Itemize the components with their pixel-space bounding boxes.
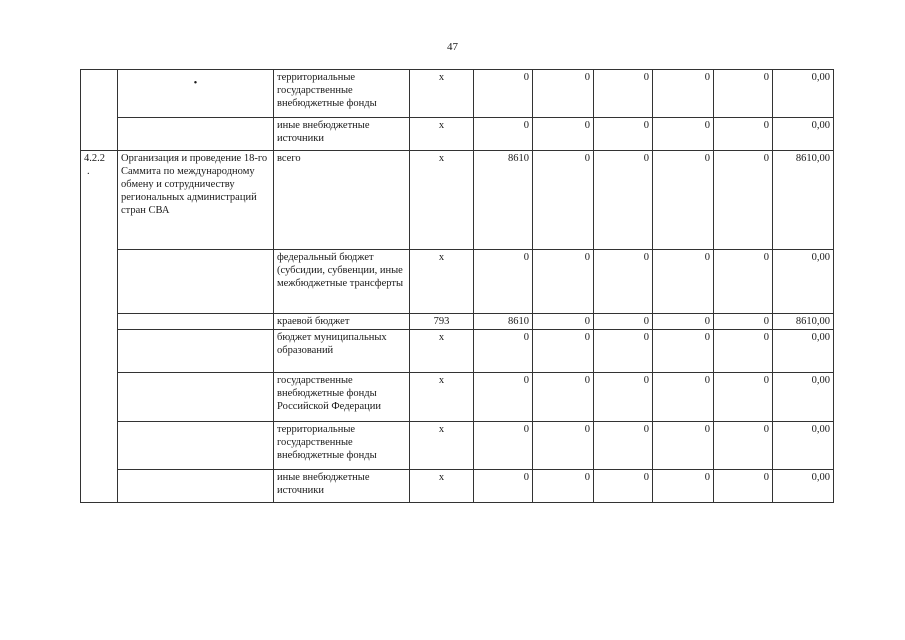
value-cell: 0 (594, 118, 653, 151)
value-cell: 0 (533, 151, 594, 250)
value-cell: 0 (474, 373, 533, 422)
value-cell: 8610 (474, 151, 533, 250)
activity-cell (118, 314, 274, 330)
value-cell: 0 (594, 330, 653, 373)
value-cell: 0 (533, 118, 594, 151)
value-cell: 0 (474, 118, 533, 151)
source-cell: государственные внебюджетные фонды Российской Федерации (274, 373, 410, 422)
value-cell: 0 (653, 250, 714, 314)
value-cell: 8610 (474, 314, 533, 330)
source-cell: краевой бюджет (274, 314, 410, 330)
code-cell: х (410, 330, 474, 373)
number-cell (81, 70, 118, 151)
value-cell: 0 (533, 470, 594, 503)
value-cell: 0 (653, 314, 714, 330)
value-cell: 0 (714, 330, 773, 373)
code-cell: 793 (410, 314, 474, 330)
activity-cell (118, 118, 274, 151)
value-cell: 0 (714, 70, 773, 118)
value-cell: 0 (594, 470, 653, 503)
total-cell: 0,00 (773, 470, 834, 503)
value-cell: 0 (474, 422, 533, 470)
value-cell: 0 (594, 70, 653, 118)
code-cell: х (410, 70, 474, 118)
value-cell: 0 (653, 330, 714, 373)
total-cell: 0,00 (773, 118, 834, 151)
value-cell: 0 (714, 422, 773, 470)
total-cell: 0,00 (773, 422, 834, 470)
source-cell: бюджет муниципальных образований (274, 330, 410, 373)
total-cell: 0,00 (773, 373, 834, 422)
number-cell (81, 151, 118, 503)
value-cell: 0 (474, 250, 533, 314)
table-row (81, 70, 834, 118)
value-cell: 0 (533, 330, 594, 373)
value-cell: 0 (714, 470, 773, 503)
value-cell: 0 (594, 250, 653, 314)
value-cell: 0 (533, 373, 594, 422)
total-cell: 0,00 (773, 330, 834, 373)
value-cell: 0 (594, 314, 653, 330)
item-number: 4.2.2 (84, 153, 105, 164)
value-cell: 0 (594, 373, 653, 422)
source-cell: федеральный бюджет (субсидии, субвенции, иные межбюджетные трансферты (274, 250, 410, 314)
source-cell: территориальные государственные внебюджетные фонды (274, 422, 410, 470)
total-cell: 8610,00 (773, 314, 834, 330)
value-cell: 0 (714, 151, 773, 250)
value-cell: 0 (714, 250, 773, 314)
source-cell: иные внебюджетные источники (274, 118, 410, 151)
value-cell: 0 (474, 330, 533, 373)
value-cell: 0 (653, 118, 714, 151)
item-number-dot: . (87, 166, 90, 177)
activity-cell (118, 373, 274, 422)
value-cell: 0 (474, 70, 533, 118)
value-cell: 0 (474, 470, 533, 503)
table-row (81, 250, 834, 314)
stray-mark: • (193, 78, 198, 89)
table-row (81, 314, 834, 330)
value-cell: 0 (533, 70, 594, 118)
activity-cell (118, 70, 274, 118)
value-cell: 0 (533, 314, 594, 330)
value-cell: 0 (653, 151, 714, 250)
source-cell: иные внебюджетные источники (274, 470, 410, 503)
activity-cell: Организация и проведение 18-го Саммита по международному обмену и сотрудничеству региональных администраций стран СВА (118, 151, 274, 250)
value-cell: 0 (653, 70, 714, 118)
value-cell: 0 (714, 373, 773, 422)
code-cell: х (410, 373, 474, 422)
page-number: 47 (447, 41, 458, 53)
table-row (81, 151, 834, 250)
value-cell: 0 (533, 422, 594, 470)
value-cell: 0 (714, 118, 773, 151)
table-row (81, 330, 834, 373)
table-row (81, 470, 834, 503)
value-cell: 0 (594, 422, 653, 470)
source-cell: всего (274, 151, 410, 250)
value-cell: 0 (653, 422, 714, 470)
table-row (81, 422, 834, 470)
activity-cell (118, 250, 274, 314)
activity-cell (118, 422, 274, 470)
value-cell: 0 (533, 250, 594, 314)
value-cell: 0 (653, 373, 714, 422)
source-cell: территориальные государственные внебюджетные фонды (274, 70, 410, 118)
table-row (81, 373, 834, 422)
value-cell: 0 (653, 470, 714, 503)
activity-cell (118, 470, 274, 503)
code-cell: х (410, 470, 474, 503)
value-cell: 0 (714, 314, 773, 330)
activity-cell (118, 330, 274, 373)
code-cell: х (410, 422, 474, 470)
total-cell: 8610,00 (773, 151, 834, 250)
total-cell: 0,00 (773, 250, 834, 314)
table-row (81, 118, 834, 151)
budget-table (80, 69, 834, 503)
total-cell: 0,00 (773, 70, 834, 118)
code-cell: х (410, 118, 474, 151)
value-cell: 0 (594, 151, 653, 250)
code-cell: х (410, 151, 474, 250)
code-cell: х (410, 250, 474, 314)
